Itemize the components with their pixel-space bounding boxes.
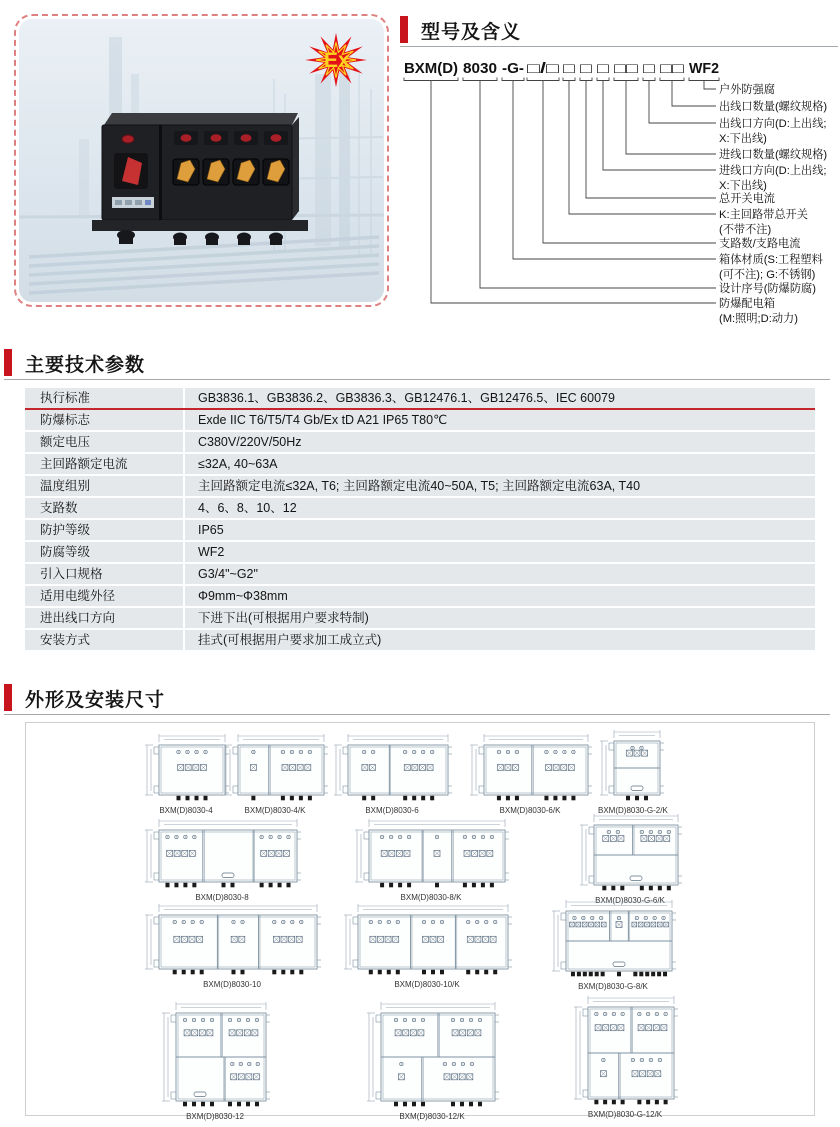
dimension-drawing [222,733,328,815]
drawing-caption: BXM(D)8030-8 [195,893,249,902]
model-code-segment: □ [597,61,610,77]
model-code-label: 设计序号(防爆防腐) [719,283,816,295]
param-label: 额定电压 [25,432,185,452]
param-row [25,630,815,650]
dimension-drawing [143,733,229,815]
model-code-label: 进线口方向(D:上出线; [719,165,827,177]
drawing-caption: BXM(D)8030-G-12/K [587,1110,663,1119]
model-code-segment: □ [563,61,576,77]
dimension-drawing [160,1001,270,1121]
param-value: 主回路额定电流≤32A, T6; 主回路额定电流40~50A, T5; 主回路额定电流63A, T40 [198,479,641,493]
section-underline [400,46,838,47]
model-code-segment: □ [643,61,656,77]
model-code-label: (M:照明;D:动力) [719,313,798,325]
param-label: 防腐等级 [25,542,185,562]
param-value: C380V/220V/50Hz [198,435,302,449]
param-value: Φ9mm~Φ38mm [198,589,288,603]
dimension-drawing [365,1001,499,1121]
param-row [25,432,815,452]
dimension-drawings-panel [25,722,815,1121]
param-label: 温度组别 [25,476,185,496]
dimension-drawing [143,818,301,902]
param-label: 防护等级 [25,520,185,540]
model-code-label: 支路数/支路电流 [719,238,801,250]
ex-mark-text: Ex [324,49,350,72]
section-underline [4,379,830,380]
param-row [25,542,815,562]
red-bar-icon [4,349,12,376]
model-code-label: K:主回路带总开关 [719,209,808,221]
dimension-drawing [353,818,509,902]
product-photo [19,19,384,302]
model-code-label: (可不注); G:不锈钢) [719,269,816,281]
param-label: 防爆标志 [25,410,185,430]
param-row [25,586,815,606]
model-code-segment: □□ [660,61,685,77]
red-bar-icon [4,684,12,711]
model-code-label: 箱体材质(S:工程塑料 [719,254,823,266]
param-label: 适用电缆外径 [25,586,185,606]
param-label: 安装方式 [25,630,185,650]
section-title: 主要技术参数 [25,355,146,376]
ex-mark-icon [303,31,369,89]
param-row [25,388,815,410]
param-label: 进出线口方向 [25,608,185,628]
dimension-drawing [578,813,682,905]
param-value: ≤32A, 40~63A [198,457,278,471]
param-row [25,454,815,474]
dimension-drawing [143,903,321,989]
param-value: 挂式(可根据用户要求加工成立式) [198,633,382,647]
param-label: 引入口规格 [25,564,185,584]
drawing-caption: BXM(D)8030-G-8/K [578,982,648,991]
model-code-segment: □□ [614,61,639,77]
model-code-label: 进线口数量(螺纹规格) [719,149,828,161]
section-header-params [4,349,830,380]
param-row [25,498,815,518]
model-code-segment: □ [580,61,593,77]
model-code-label: 户外防强腐 [719,84,775,96]
drawing-caption: BXM(D)8030-G-6/K [595,896,665,905]
model-code-segment: -G- [502,61,525,77]
param-label: 支路数 [25,498,185,518]
param-value: G3/4"~G2" [198,567,258,581]
param-row [25,608,815,628]
drawing-caption: BXM(D)8030-4/K [244,806,306,815]
param-row [25,476,815,496]
param-value: IP65 [198,523,224,537]
dimension-drawing [468,733,592,815]
model-code-label: 防爆配电箱 [719,298,775,310]
model-code-label: X:下出线) [719,133,767,145]
param-value: WF2 [198,545,225,559]
dimension-drawing [342,903,512,989]
model-code-label: (不带不注) [719,224,772,236]
section-header-dimensions [4,684,830,715]
model-code-label: 总开关电流 [719,193,775,205]
drawing-caption: BXM(D)8030-4 [159,806,213,815]
dimension-drawing [598,729,668,815]
param-value: Exde IIC T6/T5/T4 Gb/Ex tD A21 IP65 T80℃ [198,413,448,427]
drawing-caption: BXM(D)8030-12/K [399,1112,465,1121]
drawing-caption: BXM(D)8030-10/K [394,980,460,989]
drawing-caption: BXM(D)8030-G-2/K [598,806,668,815]
section-underline [4,714,830,715]
param-label: 执行标准 [25,388,185,408]
section-title: 外形及安装尺寸 [25,690,166,711]
section-header-model [400,16,838,47]
model-code-segment: WF2 [689,61,719,77]
model-code-segment: 8030 [463,61,497,77]
distribution-box-photo [92,113,308,245]
drawing-caption: BXM(D)8030-6/K [499,806,561,815]
red-bar-icon [400,16,408,43]
product-photo-frame [14,14,389,307]
drawing-caption: BXM(D)8030-8/K [400,893,462,902]
dimension-drawing [572,995,678,1119]
param-row [25,410,815,430]
param-value: 4、6、8、10、12 [198,501,297,515]
param-value: 下进下出(可根据用户要求特制) [198,611,369,625]
param-label: 主回路额定电流 [25,454,185,474]
model-code-segment: BXM(D) [404,61,459,77]
drawing-caption: BXM(D)8030-12 [186,1112,244,1121]
param-row [25,564,815,584]
model-code-diagram [400,48,840,340]
drawing-caption: BXM(D)8030-6 [365,806,419,815]
dimension-drawing [332,733,452,815]
model-code-label: 出线口数量(螺纹规格) [719,101,828,113]
param-row [25,520,815,540]
model-code-label: 出线口方向(D:上出线; [719,118,827,130]
param-value: GB3836.1、GB3836.2、GB3836.3、GB12476.1、GB12476.5、IEC 60079 [198,391,615,405]
dimension-drawing [550,899,676,991]
drawing-caption: BXM(D)8030-10 [203,980,261,989]
technical-parameters-table [25,388,815,652]
model-code-segment: □/□ [527,61,560,77]
model-code-label: X:下出线) [719,180,767,192]
section-title: 型号及含义 [421,22,522,43]
